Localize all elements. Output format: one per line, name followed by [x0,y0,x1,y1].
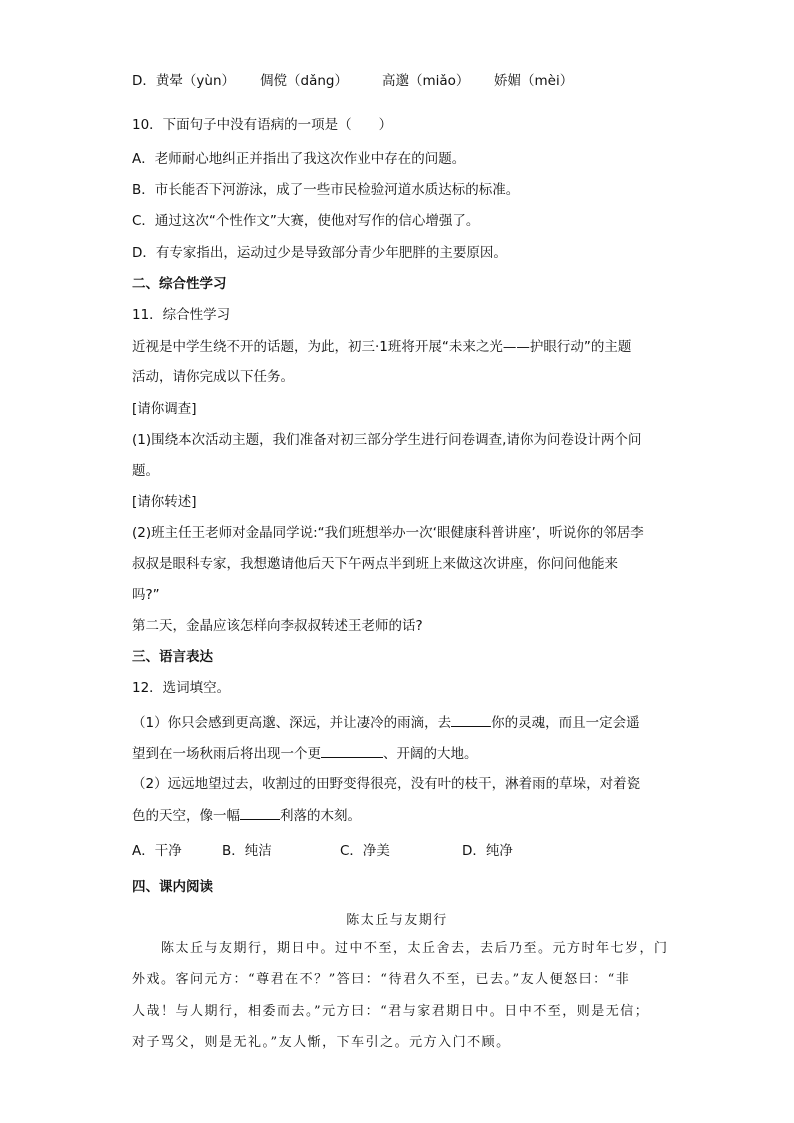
q11-task2-line-3: 吗?” [132,587,160,603]
q9-option-d-word-3: 高邈（miǎo） [382,73,470,89]
q12-s1-text-b: 你的灵魂，而且一定会遥 [491,715,640,731]
q12-option-a: A．干净 [132,843,182,859]
q11-task1-label: [请你调查] [132,401,197,417]
q12-s1-text-a: （1）你只会感到更高邈、深远，并让凄冷的雨滴，去 [132,715,452,731]
q9-option-d-word-4: 娇媚（mèi） [494,73,574,89]
q12-s2-text-c: 利落的木刻。 [280,808,361,824]
q10-option-d: D．有专家指出，运动过少是导致部分青少年肥胖的主要原因。 [132,245,507,261]
q12-blank-1[interactable] [451,712,491,727]
q12-sentence-1-line-1 [132,712,640,733]
q11-stem: 11．综合性学习 [132,307,231,323]
q11-task2-line-2: 叔叔是眼科专家，我想邀请他后天下午两点半到班上来做这次讲座，你问问他能来 [132,556,618,572]
section-heading-4: 四、课内阅读 [132,879,213,895]
q12-s2-text-b: 色的天空，像一幅 [132,808,240,824]
q12-s1-text-d: 、开阔的大地。 [383,746,478,762]
q11-task2-label: [请你转述] [132,494,197,510]
section-heading-2: 二、综合性学习 [132,276,227,292]
passage-title: 陈太丘与友期行 [346,913,448,928]
q12-option-c: C．净美 [340,843,390,859]
q10-option-b: B．市长能否下河游泳，成了一些市民检验河道水质达标的标准。 [132,182,520,198]
q9-option-d-label: D．黄晕（yùn） [132,73,235,89]
q12-sentence-2-line-2 [132,805,361,826]
q12-option-b: B．纯洁 [222,843,272,859]
q12-blank-3[interactable] [240,805,280,820]
q10-stem: 10．下面句子中没有语病的一项是（ ） [132,117,393,133]
q12-option-d: D．纯净 [462,843,513,859]
q12-sentence-2-line-1: （2）远远地望过去，收割过的田野变得很亮，没有叶的枝干，淋着雨的草垛，对着瓷 [132,776,641,792]
q12-s1-text-c: 望到在一场秋雨后将出现一个更 [132,746,321,762]
q11-task1-line-2: 题。 [132,463,159,479]
passage-line-1: 陈太丘与友期行，期日中。过中不至，太丘舍去，去后乃至。元方时年七岁，门 [132,941,669,956]
q10-option-c: C．通过这次“个性作文”大赛，使他对写作的信心增强了。 [132,213,480,229]
q11-task2-line-4: 第二天，金晶应该怎样向李叔叔转述王老师的话? [132,618,423,634]
section-heading-3: 三、语言表达 [132,649,213,665]
q12-blank-2[interactable] [321,743,383,758]
q10-option-a: A．老师耐心地纠正并指出了我这次作业中存在的问题。 [132,151,466,167]
q9-option-d-word-2: 倜傥（dǎng） [260,73,348,89]
q12-sentence-1-line-2 [132,743,478,764]
q11-task2-line-1: (2)班主任王老师对金晶同学说:“我们班想举办一次‘眼健康科普讲座’，听说你的邻居李 [132,525,644,541]
passage-line-3: 人哉！与人期行，相委而去。”元方曰：“君与家君期日中。日中不至，则是无信； [132,1004,650,1019]
q11-intro-line-1: 近视是中学生绕不开的话题，为此，初三·1班将开展“未来之光——护眼行动”的主题 [132,339,632,355]
passage-line-2: 外戏。客问元方：“尊君在不？”答曰：“待君久不至，已去。”友人便怒曰：“非 [132,972,631,987]
q11-intro-line-2: 活动，请你完成以下任务。 [132,369,294,385]
passage-line-4: 对子骂父，则是无礼。”友人惭，下车引之。元方入门不顾。 [132,1035,511,1050]
q12-stem: 12．选词填空。 [132,680,231,696]
q11-task1-line-1: (1)围绕本次活动主题，我们准备对初三部分学生进行问卷调查,请你为问卷设计两个问 [132,432,642,448]
